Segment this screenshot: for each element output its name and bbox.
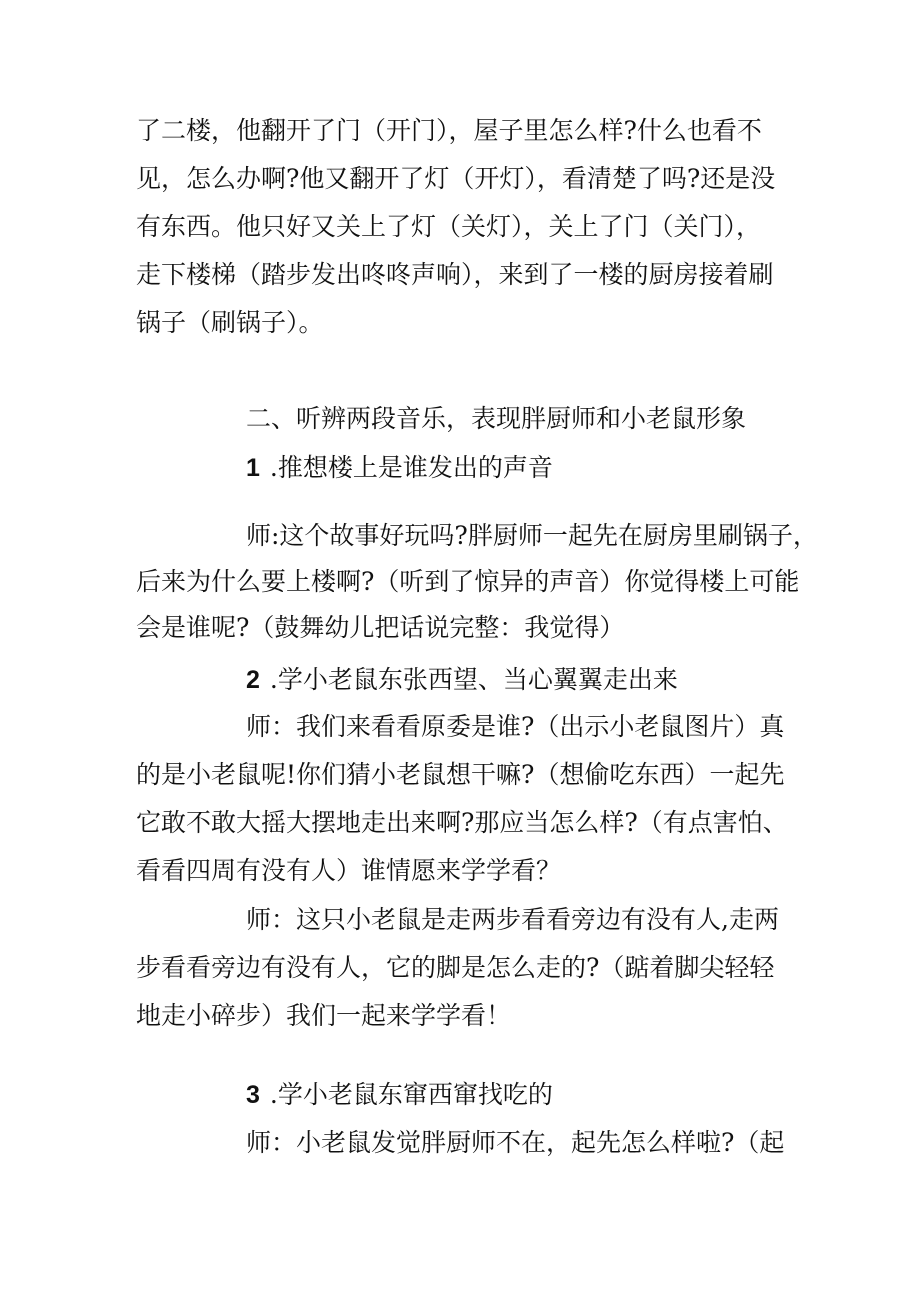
- text-line: 有东西。他只好又关上了灯（关灯），关上了门（关门），: [136, 212, 762, 241]
- text-line: 师：这只小老鼠是走两步看看旁边有没有人,走两: [246, 905, 779, 934]
- item-title: .学小老鼠东窜西窜找吃的: [269, 1080, 553, 1109]
- text-line: 师：小老鼠发觉胖厨师不在，起先怎么样啦?（起: [246, 1128, 785, 1157]
- item-heading: [246, 664, 678, 696]
- text-line: 后来为什么要上楼啊?（听到了惊异的声音）你觉得楼上可能: [136, 567, 800, 596]
- item-number: 1: [246, 454, 260, 482]
- text-line: 锅子（刷锅子）。: [136, 308, 324, 337]
- text-line: 见，怎么办啊?他又翻开了灯（开灯），看清楚了吗?还是没: [136, 164, 776, 193]
- text-line: 了二楼，他翻开了门（开门），屋子里怎么样?什么也看不: [136, 116, 762, 145]
- text-line: 走下楼梯（踏步发出咚咚声响），来到了一楼的厨房接着刷: [136, 260, 774, 289]
- item-title: .推想楼上是谁发出的声音: [269, 453, 553, 482]
- item-heading: [246, 452, 553, 484]
- text-line: 它敢不敢大摇大摆地走出来啊?那应当怎么样?（有点害怕、: [136, 808, 788, 837]
- item-heading: [246, 1079, 553, 1111]
- item-number: 2: [246, 666, 260, 694]
- text-line: 的是小老鼠呢!你们猜小老鼠想干嘛?（想偷吃东西）一起先: [136, 760, 785, 789]
- text-line: 地走小碎步）我们一起来学学看！: [136, 1001, 512, 1030]
- text-line: 看看四周有没有人）谁情愿来学学看？: [136, 856, 562, 885]
- text-line: 师:这个故事好玩吗?胖厨师一起先在厨房里刷锅子，: [246, 521, 818, 550]
- item-title: .学小老鼠东张西望、当心翼翼走出来: [269, 665, 678, 694]
- section-heading: 二、听辨两段音乐，表现胖厨师和小老鼠形象: [246, 404, 747, 433]
- text-line: 步看看旁边有没有人，它的脚是怎么走的?（踮着脚尖轻轻: [136, 953, 775, 982]
- text-line: 师：我们来看看原委是谁?（出示小老鼠图片）真: [246, 712, 785, 741]
- text-line: 会是谁呢?（鼓舞幼儿把话说完整：我觉得）: [136, 613, 625, 642]
- item-number: 3: [246, 1081, 260, 1109]
